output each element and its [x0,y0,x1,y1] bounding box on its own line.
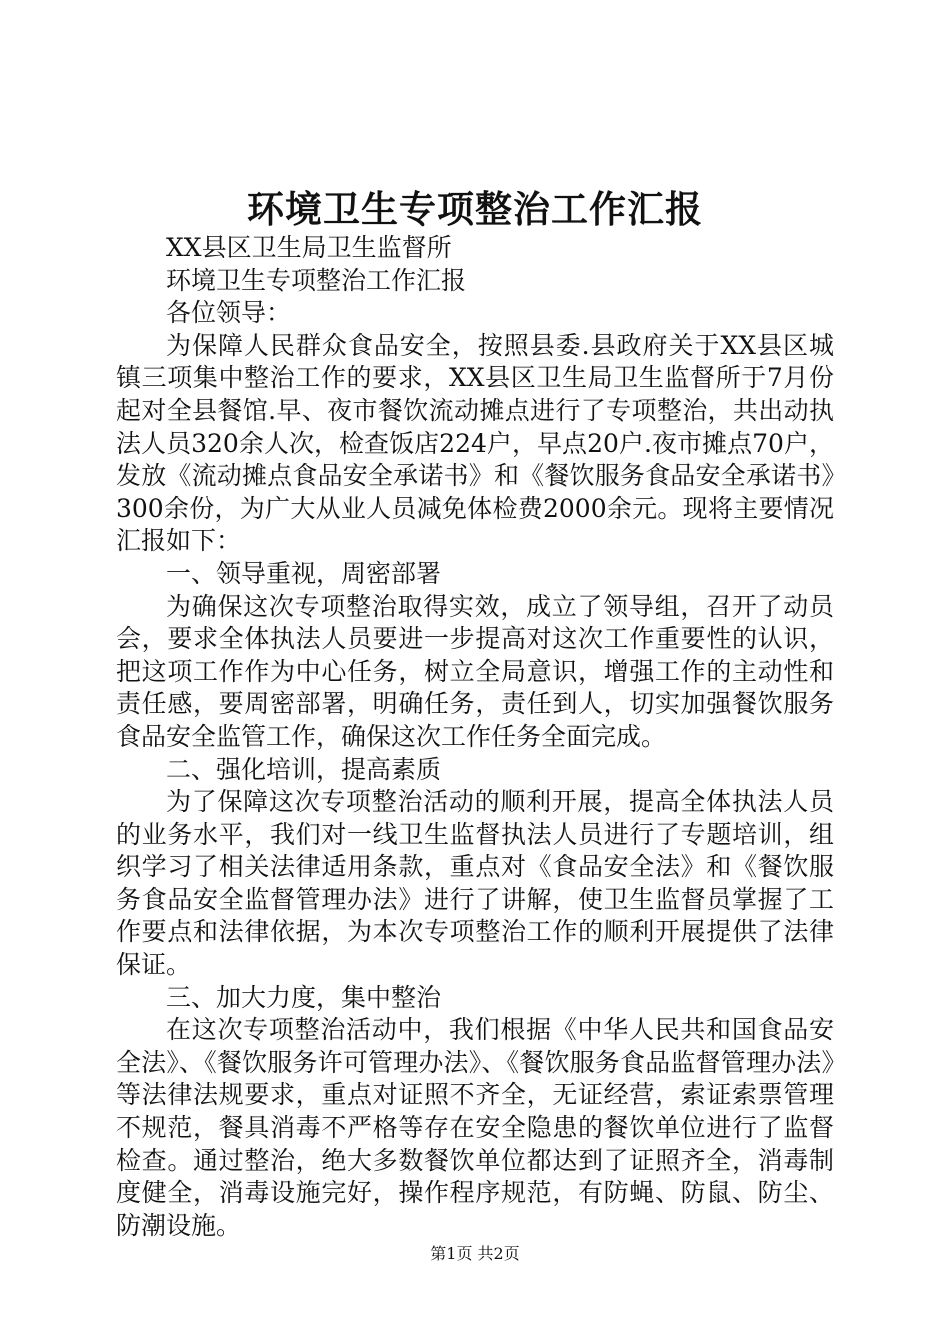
section-heading-3: 三、加大力度，集中整治 [166,982,442,1012]
paragraph-subtitle: 环境卫生专项整治工作汇报 [166,265,467,295]
section-heading-1: 一、领导重视，周密部署 [166,558,442,588]
paragraph-salutation: 各位领导： [166,298,292,328]
paragraph-section-1: 为确保这次专项整治取得实效，成立了领导组，召开了动员会，要求全体执法人员要进一步提高对这次工作重要性的认识，把这项工作作为中心任务，树立全局意识，增强工作的主动性和责任感，要周密部署，明确任务，责任到人，切实加强餐饮服务食品安全监管工作，确保这次工作任务全面完成。 [116,591,834,751]
document-title: 环境卫生专项整治工作汇报 [247,187,703,231]
paragraph-organization: XX县区卫生局卫生监督所 [166,233,452,262]
paragraph-section-2: 为了保障这次专项整治活动的顺利开展，提高全体执法人员的业务水平，我们对一线卫生监督执法人员进行了专题培训，组织学习了相关法律适用条款，重点对《食品安全法》和《餐饮服务食品安全监督管理办法》进行了讲解，使卫生监督员掌握了工作要点和法律依据，为本次专项整治工作的顺利开展提供了法律保证。 [116,787,834,980]
document-body [116,232,834,1242]
paragraph-section-3: 在这次专项整治活动中，我们根据《中华人民共和国食品安全法》、《餐饮服务许可管理办法》、《餐饮服务食品监督管理办法》等法律法规要求，重点对证照不齐全，无证经营，索证索票管理不规范，餐具消毒不严格等存在安全隐患的餐饮单位进行了监督检查。通过整治，绝大多数餐饮单位都达到了证照齐全，消毒制度健全，消毒设施完好，操作程序规范，有防蝇、防鼠、防尘、防潮设施。 [116,1015,834,1240]
page-footer: 第1页 共2页 [430,1244,520,1263]
paragraph-intro: 为保障人民群众食品安全，按照县委.县政府关于XX县区城镇三项集中整治工作的要求，XX县区卫生局卫生监督所于7月份起对全县餐馆.早、夜市餐饮流动摊点进行了专项整治，共出动执法人员320余人次，检查饭店224户，早点20户.夜市摊点70户，发放《流动摊点食品安全承诺书》和《餐饮服务食品安全承诺书》300余份，为广大从业人员减免体检费2000余元。现将主要情况汇报如下： [116,330,834,556]
section-heading-2: 二、强化培训，提高素质 [166,754,442,784]
